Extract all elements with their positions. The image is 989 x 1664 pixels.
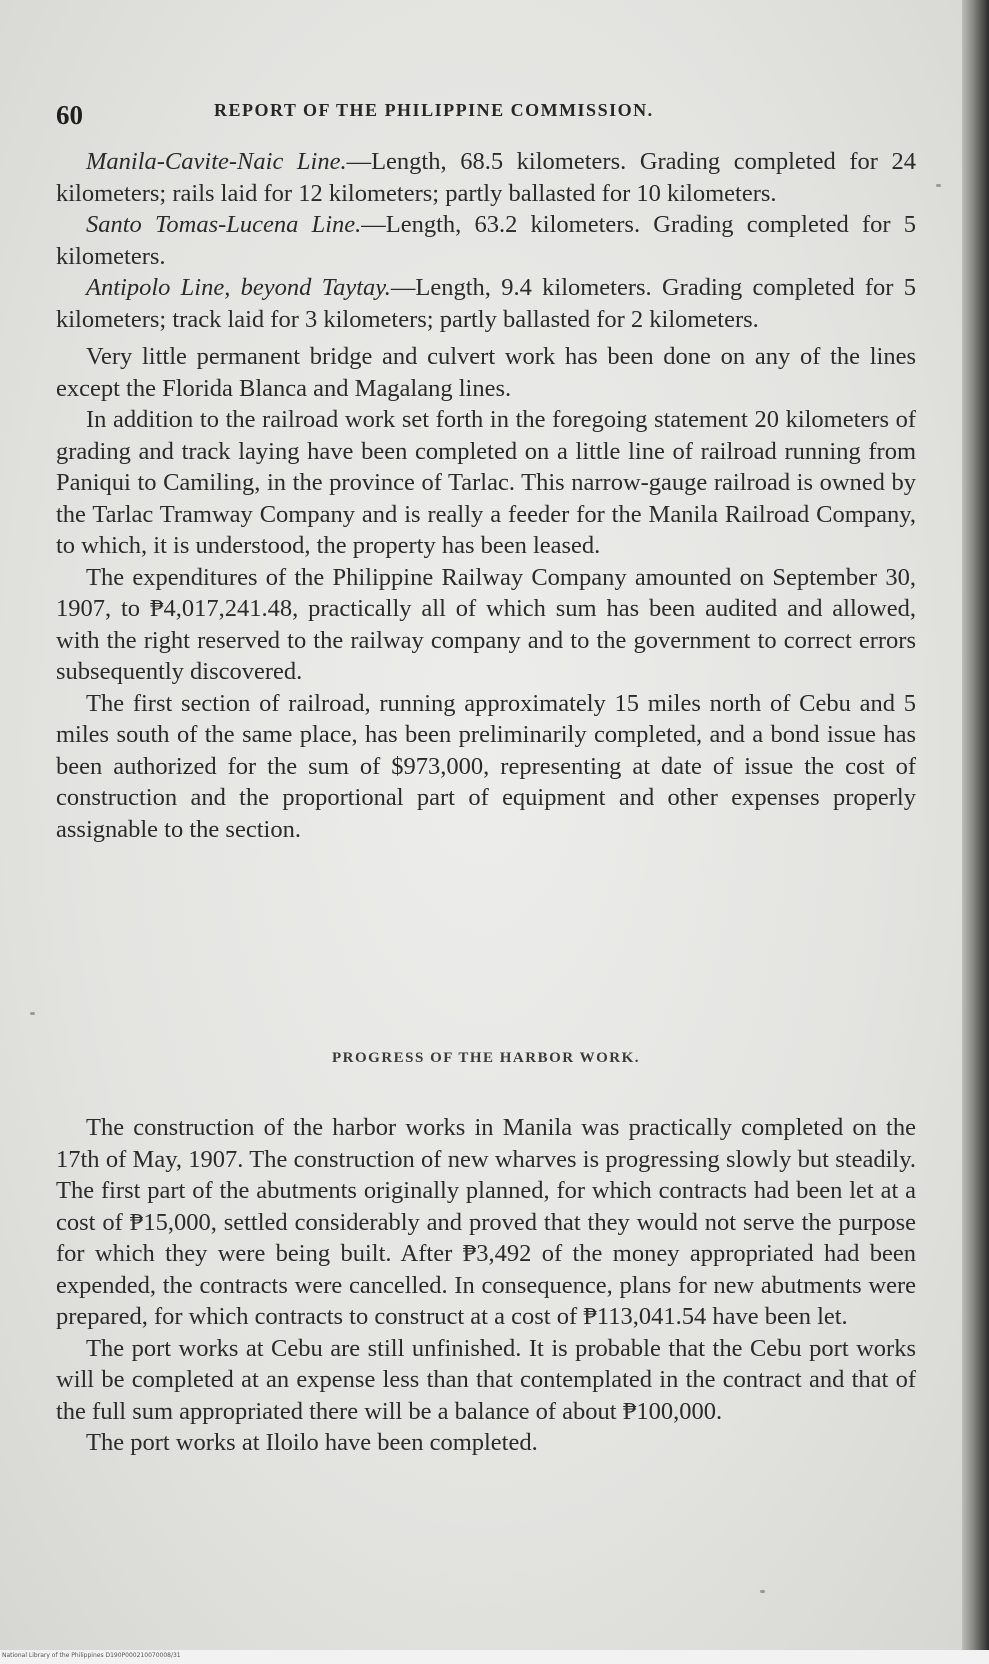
paragraph-santo-tomas-lucena xyxy=(56,209,916,272)
paragraph-bridge-culvert: Very little permanent bridge and culvert work has been done on any of the lines except the Florida Blanca and Magalang lines. xyxy=(56,343,916,402)
harbor-section-text xyxy=(56,1112,916,1459)
paragraph-title: Manila-Cavite-Naic Line. xyxy=(86,148,347,175)
paragraph-body: —Length, 63.2 kilometers. Grading completed for 5 kilometers. xyxy=(56,211,916,270)
page-header xyxy=(56,94,926,134)
paragraph-iloilo-port: The port works at Iloilo have been completed. xyxy=(86,1429,538,1456)
paragraph-title: Santo Tomas-Lucena Line. xyxy=(86,211,362,238)
paper-speck xyxy=(30,1012,35,1015)
page-edge-shadow xyxy=(962,0,989,1664)
paragraph-body: —Length, 9.4 kilometers. Grading completed for 5 kilometers; track laid for 3 kilometers; partly ballasted for 2 kilometers. xyxy=(56,274,916,333)
paragraph-cebu-railroad: The first section of railroad, running approximately 15 miles north of Cebu and 5 miles south of the same place, has been preliminarily completed, and a bond issue has been authorized for the sum of $973,000, representing at date of issue the cost of construction and the proportional part of equipment and other expenses properly assignable to the section. xyxy=(56,689,916,843)
scan-credit: National Library of the Philippines D190P000210070008/31 xyxy=(2,1652,181,1659)
paragraph-body: —Length, 68.5 kilometers. Grading completed for 24 kilometers; rails laid for 12 kilometers; partly ballasted for 10 kilometers. xyxy=(56,148,916,207)
section-heading-harbor: PROGRESS OF THE HARBOR WORK. xyxy=(331,1050,640,1066)
paragraph-title: Antipolo Line, beyond Taytay. xyxy=(86,274,391,301)
paragraph-antipolo xyxy=(56,272,916,335)
paragraph-tarlac-tramway: In addition to the railroad work set forth in the foregoing statement 20 kilometers of grading and track laying have been completed on a little line of railroad running from Paniqui to Camiling, in the province of Tarlac. This narrow-gauge railroad is owned by the Tarlac Tramway Company and is really a feeder for the Manila Railroad Company, to which, it is understood, the property has been leased. xyxy=(56,406,916,559)
page-number: 60 xyxy=(56,100,83,130)
paragraph-expenditures: The expenditures of the Philippine Railway Company amounted on September 30, 1907, to ₱4,017,241.48, practically all of which sum has been audited and allowed, with the right reserved to the railway company and to the government to correct errors subsequently discovered. xyxy=(56,563,916,685)
paragraph-manila-harbor: The construction of the harbor works in Manila was practically completed on the 17th of May, 1907. The construction of new wharves is progressing slowly but steadily. The first part of the abutments originally planned, for which contracts had been let at a cost of ₱15,000, settled considerably and proved that they would not serve the purpose for which they were being built. After ₱3,492 of the money appropriated had been expended, the contracts were cancelled. In consequence, plans for new abutments were prepared, for which contracts to construct at a cost of ₱113,041.54 have been let. xyxy=(56,1114,916,1330)
running-head: REPORT OF THE PHILIPPINE COMMISSION. xyxy=(214,100,654,120)
railroad-section-text xyxy=(56,146,916,845)
paper-speck xyxy=(760,1590,765,1593)
paragraph-manila-cavite-naic xyxy=(56,146,916,209)
paragraph-cebu-port: The port works at Cebu are still unfinished. It is probable that the Cebu port works will be completed at an expense less than that contemplated in the contract and that of the full sum appropriated there will be a balance of about ₱100,000. xyxy=(56,1334,916,1425)
paper-speck xyxy=(936,184,941,187)
